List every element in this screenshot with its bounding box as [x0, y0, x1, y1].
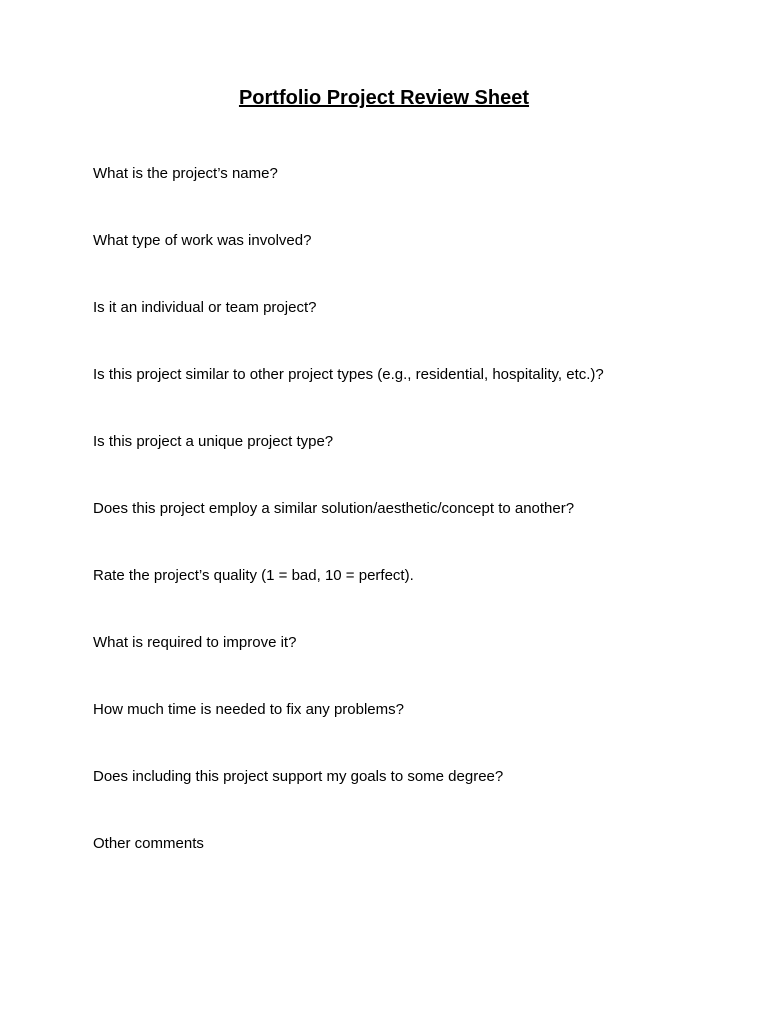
question-work-type: What type of work was involved? [93, 232, 312, 249]
question-individual-or-team: Is it an individual or team project? [93, 299, 317, 316]
question-time-needed: How much time is needed to fix any problems? [93, 701, 404, 718]
question-similar-solution: Does this project employ a similar solution/aesthetic/concept to another? [93, 500, 575, 517]
question-goal-support: Does including this project support my goals to some degree? [93, 768, 504, 785]
question-list [93, 164, 728, 901]
question-improvements: What is required to improve it? [93, 634, 297, 651]
question-similar-types: Is this project similar to other project types (e.g., residential, hospitality, etc.)? [93, 366, 604, 383]
question-project-name: What is the project’s name? [93, 165, 278, 182]
question-other-comments: Other comments [93, 835, 204, 852]
question-unique-type: Is this project a unique project type? [93, 433, 334, 450]
page-title: Portfolio Project Review Sheet [238, 87, 530, 109]
question-quality-rating: Rate the project’s quality (1 = bad, 10 = perfect). [93, 567, 414, 584]
